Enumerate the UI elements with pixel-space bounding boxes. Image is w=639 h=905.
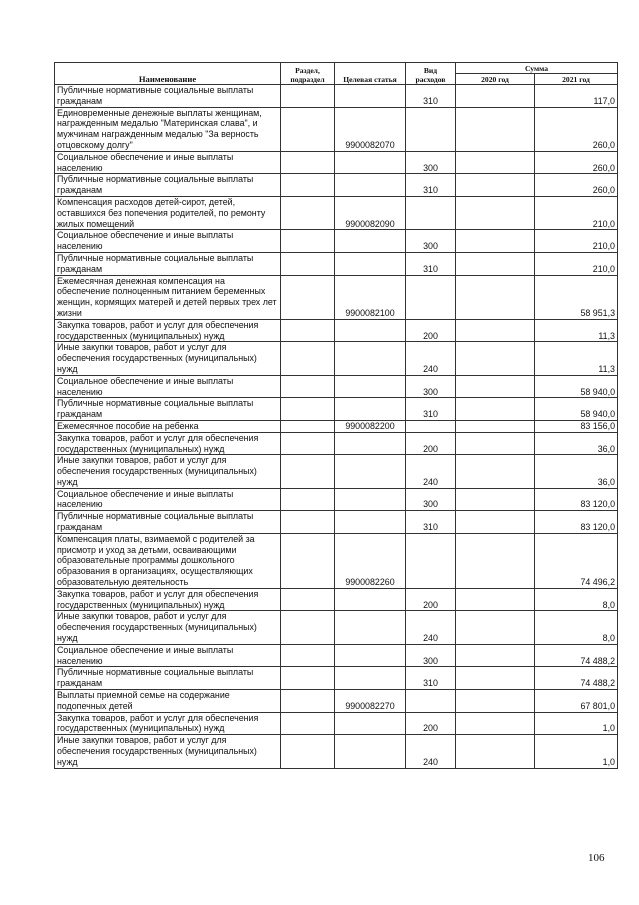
table-row [55, 432, 618, 455]
table-row [55, 107, 618, 151]
row-target [335, 319, 406, 342]
row-amount-2020 [456, 455, 535, 488]
row-target [335, 488, 406, 511]
row-amount-2021: 8,0 [535, 588, 618, 611]
row-amount-2020 [456, 230, 535, 253]
row-amount-2020 [456, 196, 535, 229]
row-section [281, 667, 335, 690]
row-target [335, 644, 406, 667]
row-amount-2021: 83 120,0 [535, 511, 618, 534]
row-section [281, 511, 335, 534]
row-kind: 310 [406, 667, 456, 690]
row-target [335, 85, 406, 108]
row-kind: 240 [406, 455, 456, 488]
header-kind: Вид расходов [406, 63, 456, 85]
row-amount-2021: 260,0 [535, 151, 618, 174]
row-target [335, 342, 406, 375]
row-amount-2020 [456, 588, 535, 611]
row-kind [406, 275, 456, 319]
row-name: Публичные нормативные социальные выплаты гражданам [55, 174, 281, 197]
row-section [281, 230, 335, 253]
row-kind [406, 420, 456, 432]
row-kind: 240 [406, 342, 456, 375]
budget-table [54, 62, 618, 769]
row-kind: 310 [406, 398, 456, 421]
row-amount-2021: 58 940,0 [535, 375, 618, 398]
row-section [281, 588, 335, 611]
row-name: Публичные нормативные социальные выплаты гражданам [55, 511, 281, 534]
row-kind: 310 [406, 174, 456, 197]
row-name: Публичные нормативные социальные выплаты гражданам [55, 398, 281, 421]
row-target: 9900082100 [335, 275, 406, 319]
row-amount-2021: 74 488,2 [535, 644, 618, 667]
row-name: Иные закупки товаров, работ и услуг для обеспечения государственных (муниципальных) нужд [55, 455, 281, 488]
row-amount-2020 [456, 667, 535, 690]
row-amount-2020 [456, 420, 535, 432]
header-year-2021: 2021 год [535, 74, 618, 85]
row-kind [406, 196, 456, 229]
row-kind: 300 [406, 644, 456, 667]
page-number: 106 [588, 852, 605, 864]
row-amount-2021: 260,0 [535, 174, 618, 197]
row-target [335, 611, 406, 644]
row-section [281, 252, 335, 275]
row-amount-2020 [456, 85, 535, 108]
row-section [281, 151, 335, 174]
row-section [281, 455, 335, 488]
row-amount-2020 [456, 690, 535, 713]
row-target: 9900082270 [335, 690, 406, 713]
row-amount-2021: 1,0 [535, 712, 618, 735]
row-amount-2020 [456, 398, 535, 421]
table-row [55, 644, 618, 667]
row-section [281, 107, 335, 151]
row-amount-2020 [456, 533, 535, 588]
row-amount-2020 [456, 151, 535, 174]
row-amount-2020 [456, 712, 535, 735]
row-kind: 310 [406, 511, 456, 534]
row-amount-2021: 11,3 [535, 319, 618, 342]
table-row [55, 151, 618, 174]
row-amount-2021: 117,0 [535, 85, 618, 108]
row-section [281, 432, 335, 455]
table-row [55, 611, 618, 644]
row-section [281, 488, 335, 511]
row-section [281, 398, 335, 421]
header-section: Раздел, подраздел [281, 63, 335, 85]
table-body [55, 85, 618, 769]
row-name: Публичные нормативные социальные выплаты гражданам [55, 667, 281, 690]
row-name: Выплаты приемной семье на содержание подопечных детей [55, 690, 281, 713]
row-kind: 300 [406, 488, 456, 511]
row-target [335, 375, 406, 398]
row-amount-2020 [456, 319, 535, 342]
row-name: Единовременные денежные выплаты женщинам, награжденным медалью "Материнская слава", и мужчинам награжденным медалью "За верность отцовскому долгу" [55, 107, 281, 151]
row-section [281, 375, 335, 398]
table-row [55, 420, 618, 432]
row-amount-2021: 67 801,0 [535, 690, 618, 713]
row-target [335, 230, 406, 253]
row-kind: 200 [406, 712, 456, 735]
row-amount-2021: 83 156,0 [535, 420, 618, 432]
row-name: Иные закупки товаров, работ и услуг для обеспечения государственных (муниципальных) нужд [55, 735, 281, 768]
row-amount-2020 [456, 735, 535, 768]
row-section [281, 174, 335, 197]
row-kind [406, 107, 456, 151]
row-section [281, 690, 335, 713]
row-amount-2021: 210,0 [535, 230, 618, 253]
row-kind: 310 [406, 85, 456, 108]
row-kind: 300 [406, 230, 456, 253]
table-row [55, 588, 618, 611]
row-target [335, 252, 406, 275]
row-kind: 200 [406, 432, 456, 455]
row-kind: 200 [406, 588, 456, 611]
table-row [55, 230, 618, 253]
row-name: Компенсация платы, взимаемой с родителей за присмотр и уход за детьми, осваивающими образовательные программы дошкольного образования в организациях, осуществляющих образовательную деятельность [55, 533, 281, 588]
row-target [335, 432, 406, 455]
table-row [55, 398, 618, 421]
row-name: Иные закупки товаров, работ и услуг для обеспечения государственных (муниципальных) нужд [55, 342, 281, 375]
table-header [55, 63, 618, 85]
row-amount-2021: 58 951,3 [535, 275, 618, 319]
row-section [281, 533, 335, 588]
row-name: Ежемесячная денежная компенсация на обеспечение полноценным питанием беременных женщин, кормящих матерей и детей первых трех лет жизни [55, 275, 281, 319]
table-row [55, 174, 618, 197]
row-amount-2021: 8,0 [535, 611, 618, 644]
row-section [281, 275, 335, 319]
row-amount-2020 [456, 342, 535, 375]
row-name: Социальное обеспечение и иные выплаты населению [55, 375, 281, 398]
row-section [281, 196, 335, 229]
table-row [55, 342, 618, 375]
row-amount-2020 [456, 275, 535, 319]
row-amount-2020 [456, 432, 535, 455]
row-target [335, 588, 406, 611]
row-name: Закупка товаров, работ и услуг для обеспечения государственных (муниципальных) нужд [55, 319, 281, 342]
row-name: Закупка товаров, работ и услуг для обеспечения государственных (муниципальных) нужд [55, 432, 281, 455]
table-row [55, 196, 618, 229]
row-target [335, 398, 406, 421]
row-amount-2020 [456, 375, 535, 398]
table-row [55, 511, 618, 534]
row-name: Социальное обеспечение и иные выплаты населению [55, 488, 281, 511]
row-target [335, 735, 406, 768]
table-row [55, 712, 618, 735]
row-amount-2021: 210,0 [535, 196, 618, 229]
row-amount-2021: 260,0 [535, 107, 618, 151]
row-target [335, 667, 406, 690]
row-target: 9900082070 [335, 107, 406, 151]
row-name: Социальное обеспечение и иные выплаты населению [55, 151, 281, 174]
row-name: Ежемесячное пособие на ребенка [55, 420, 281, 432]
row-name: Публичные нормативные социальные выплаты гражданам [55, 85, 281, 108]
row-section [281, 644, 335, 667]
row-name: Социальное обеспечение и иные выплаты населению [55, 644, 281, 667]
table-row [55, 319, 618, 342]
row-amount-2020 [456, 107, 535, 151]
row-amount-2021: 36,0 [535, 455, 618, 488]
row-target [335, 174, 406, 197]
row-amount-2021: 36,0 [535, 432, 618, 455]
table-row [55, 533, 618, 588]
table-row [55, 275, 618, 319]
row-section [281, 85, 335, 108]
row-name: Публичные нормативные социальные выплаты гражданам [55, 252, 281, 275]
header-sum: Сумма [456, 63, 618, 74]
row-kind: 310 [406, 252, 456, 275]
row-target: 9900082200 [335, 420, 406, 432]
row-target [335, 511, 406, 534]
table-row [55, 85, 618, 108]
table-row [55, 667, 618, 690]
row-name: Закупка товаров, работ и услуг для обеспечения государственных (муниципальных) нужд [55, 588, 281, 611]
row-amount-2020 [456, 488, 535, 511]
table-row [55, 488, 618, 511]
row-name: Иные закупки товаров, работ и услуг для обеспечения государственных (муниципальных) нужд [55, 611, 281, 644]
row-amount-2021: 74 496,2 [535, 533, 618, 588]
row-amount-2020 [456, 611, 535, 644]
row-kind [406, 533, 456, 588]
row-kind: 240 [406, 611, 456, 644]
row-section [281, 611, 335, 644]
row-name: Закупка товаров, работ и услуг для обеспечения государственных (муниципальных) нужд [55, 712, 281, 735]
row-amount-2020 [456, 174, 535, 197]
row-amount-2021: 210,0 [535, 252, 618, 275]
row-section [281, 420, 335, 432]
row-kind: 240 [406, 735, 456, 768]
row-section [281, 319, 335, 342]
row-amount-2021: 11,3 [535, 342, 618, 375]
row-target [335, 712, 406, 735]
row-amount-2021: 74 488,2 [535, 667, 618, 690]
table-row [55, 252, 618, 275]
row-section [281, 735, 335, 768]
row-amount-2020 [456, 252, 535, 275]
row-section [281, 712, 335, 735]
table-row [55, 690, 618, 713]
row-target [335, 151, 406, 174]
row-kind: 300 [406, 375, 456, 398]
row-kind: 300 [406, 151, 456, 174]
row-name: Социальное обеспечение и иные выплаты населению [55, 230, 281, 253]
row-name: Компенсация расходов детей-сирот, детей, оставшихся без попечения родителей, по ремонту жилых помещений [55, 196, 281, 229]
row-amount-2021: 1,0 [535, 735, 618, 768]
row-amount-2021: 58 940,0 [535, 398, 618, 421]
header-name: Наименование [55, 63, 281, 85]
header-target: Целевая статья [335, 63, 406, 85]
row-kind: 200 [406, 319, 456, 342]
row-target: 9900082260 [335, 533, 406, 588]
table-row [55, 735, 618, 768]
table-row [55, 455, 618, 488]
row-amount-2021: 83 120,0 [535, 488, 618, 511]
row-target: 9900082090 [335, 196, 406, 229]
row-amount-2020 [456, 511, 535, 534]
header-year-2020: 2020 год [456, 74, 535, 85]
row-target [335, 455, 406, 488]
row-kind [406, 690, 456, 713]
budget-table-container [54, 62, 617, 769]
row-amount-2020 [456, 644, 535, 667]
row-section [281, 342, 335, 375]
table-row [55, 375, 618, 398]
